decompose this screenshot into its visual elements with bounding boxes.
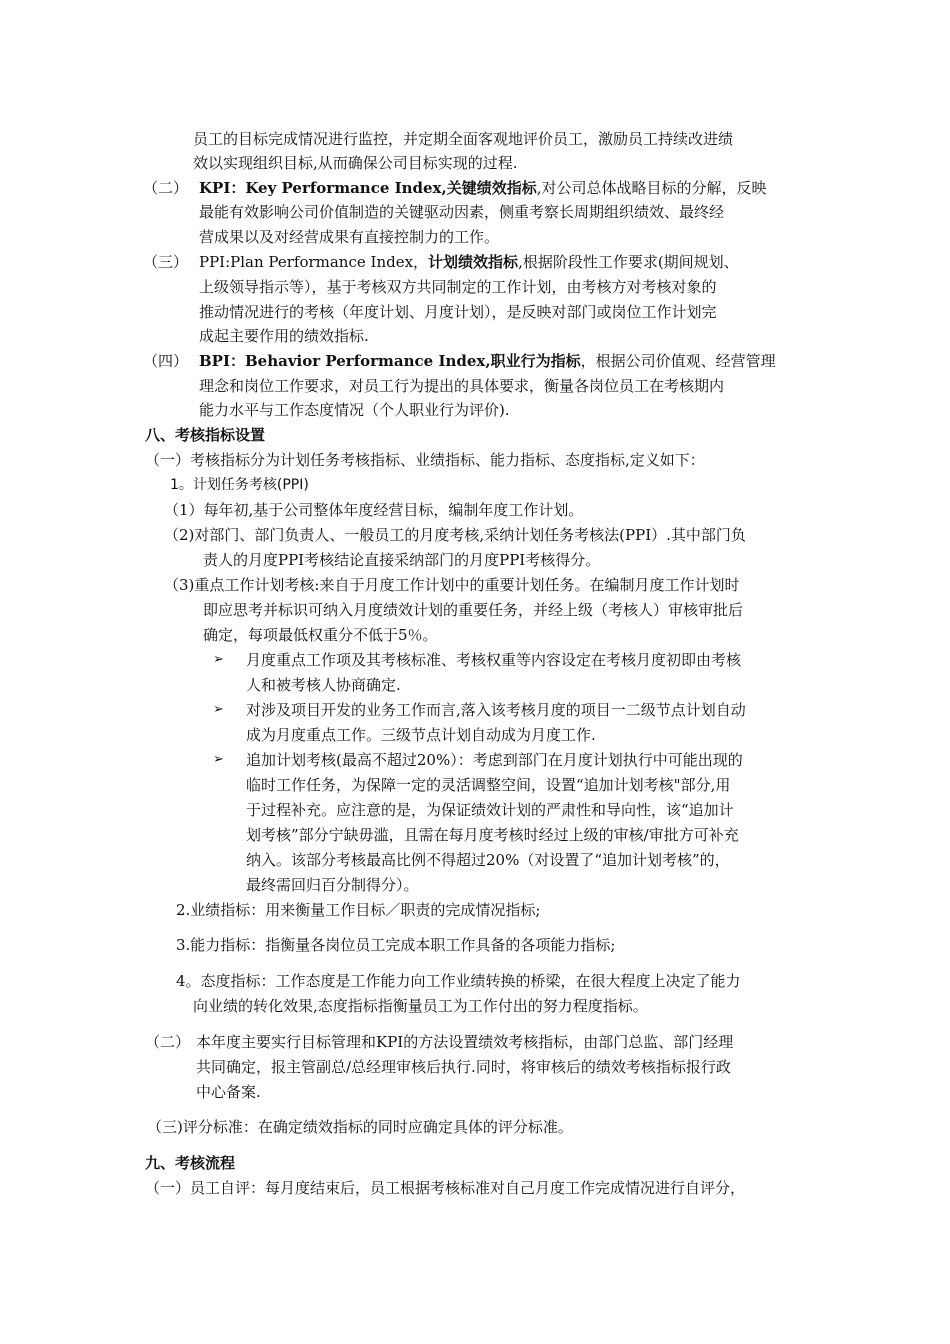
section-8-p2-label: （二） (145, 1033, 191, 1051)
intro-line-1: 员工的目标完成情况进行监控，并定期全面客观地评价员工，激励员工持续改进绩 (193, 130, 734, 148)
ppi-label: （三） (143, 253, 189, 271)
bpi-line-1 (199, 350, 776, 372)
kpi-line-3: 营成果以及对经营成果有直接控制力的工作。 (199, 228, 500, 246)
bullet-2-line-2: 成为月度重点工作。三级节点计划自动成为月度工作. (246, 726, 596, 744)
kpi-label: （二） (143, 179, 189, 197)
section-8-item-3: 3.能力指标：指衡量各岗位员工完成本职工作具备的各项能力指标; (176, 936, 616, 954)
arrow-bullet-icon: ➢ (213, 752, 224, 767)
arrow-bullet-icon: ➢ (213, 702, 224, 717)
bullet-2-line-1: 对涉及项目开发的业务工作而言,落入该考核月度的项目一二级节点计划自动 (246, 701, 746, 719)
intro-line-2: 效以实现组织目标,从而确保公司目标实现的过程. (193, 154, 518, 172)
ppi-term: PPI:Plan Performance Index， (199, 253, 429, 271)
ppi-line-4: 成起主要作用的绩效指标. (199, 327, 369, 345)
ppi-line-1-rest: ,根据阶段性工作要求(期间规划、 (518, 253, 739, 271)
section-8-item-4-line-2: 向业绩的转化效果,态度指标指衡量员工为工作付出的努力程度指标。 (193, 997, 648, 1015)
bullet-3-line-1: 追加计划考核(最高不超过20%）：考虑到部门在月度计划执行中可能出现的 (246, 751, 743, 769)
ppi-line-2: 上级领导指示等），基于考核双方共同制定的工作计划，由考核方对考核对象的 (199, 278, 717, 296)
bpi-line-1-rest: ，根据公司价值观、经营管理 (580, 352, 776, 370)
bullet-3-line-6: 最终需回归百分制得分）。 (246, 876, 419, 894)
section-8-sub-1: （1）每年初,基于公司整体年度经营目标，编制年度工作计划。 (164, 501, 584, 519)
kpi-term: KPI：Key Performance Index,关键绩效指标 (199, 179, 537, 197)
section-8-sub-3-line-1: （3)重点工作计划考核:来自于月度工作计划中的重要计划任务。在编制月度工作计划时 (164, 576, 740, 594)
kpi-line-2: 最能有效影响公司价值制造的关键驱动因素，侧重考察长周期组织绩效、最终经 (199, 203, 725, 221)
section-8-sub-2-line-1: （2)对部门、部门负责人、一般员工的月度考核,采纳计划任务考核法(PPI）.其中部门负 (164, 526, 746, 544)
arrow-bullet-icon: ➢ (213, 652, 224, 667)
bpi-label: （四） (143, 352, 189, 370)
section-8-sub-2-line-2: 责人的月度PPI考核结论直接采纳部门的月度PPI考核得分。 (203, 551, 601, 569)
bullet-3-line-3: 于过程补充。应注意的是，为保证绩效计划的严肃性和导向性，该“追加计 (246, 801, 734, 819)
section-8-p2-line-2: 共同确定，报主管副总/总经理审核后执行.同时，将审核后的绩效考核指标报行政 (196, 1058, 731, 1076)
section-8-item-1: 1。计划任务考核(PPI) (170, 477, 309, 493)
bullet-1-line-1: 月度重点工作项及其考核标准、考核权重等内容设定在考核月度初即由考核 (246, 651, 742, 669)
ppi-term-bold: 计划绩效指标 (428, 253, 519, 271)
bullet-3-line-2: 临时工作任务，为保障一定的灵活调整空间，设置“追加计划考核"部分,用 (246, 776, 731, 794)
section-8-item-2: 2.业绩指标：用来衡量工作目标／职责的完成情况指标; (176, 901, 541, 919)
section-8-sub-3-line-2: 即应思考并标识可纳入月度绩效计划的重要任务，并经上级（考核人）审核审批后 (203, 601, 744, 619)
section-9-heading: 九、考核流程 (145, 1154, 236, 1172)
section-8-heading: 八、考核指标设置 (145, 426, 266, 444)
bpi-line-2: 理念和岗位工作要求，对员工行为提出的具体要求，衡量各岗位员工在考核期内 (199, 377, 725, 395)
section-8-p2-line-3: 中心备案. (196, 1083, 261, 1101)
bpi-line-3: 能力水平与工作态度情况（个人职业行为评价). (199, 401, 510, 419)
bullet-3-line-5: 纳入。该部分考核最高比例不得超过20%（对设置了“追加计划考核”的， (246, 851, 730, 869)
ppi-line-3: 推动情况进行的考核（年度计划、月度计划），是反映对部门或岗位工作计划完 (199, 303, 717, 321)
kpi-line-1-rest: ,对公司总体战略目标的分解，反映 (536, 179, 767, 197)
bullet-1-line-2: 人和被考核人协商确定. (246, 676, 401, 694)
section-8-sub-3-line-3: 确定，每项最低权重分不低于5％。 (203, 626, 438, 644)
ppi-line-1 (199, 251, 739, 273)
bpi-term: BPI：Behavior Performance Index,职业行为指标 (199, 352, 581, 370)
kpi-line-1 (199, 177, 767, 199)
section-9-p1: （一）员工自评：每月度结束后，员工根据考核标准对自己月度工作完成情况进行自评分， (145, 1179, 746, 1197)
section-8-p2-line-1: 本年度主要实行目标管理和KPI的方法设置绩效考核指标，由部门总监、部门经理 (196, 1033, 734, 1051)
bullet-3-line-4: 划考核”部分宁缺毋滥，且需在每月度考核时经过上级的审核/审批方可补充 (246, 826, 739, 844)
section-8-p1: （一）考核指标分为计划任务考核指标、业绩指标、能力指标、态度指标,定义如下： (145, 451, 705, 469)
section-8-item-4-line-1: 4。态度指标：工作态度是工作能力向工作业绩转换的桥梁，在很大程度上决定了能力 (176, 972, 741, 990)
section-8-p3: （三)评分标准：在确定绩效指标的同时应确定具体的评分标准。 (147, 1118, 573, 1136)
